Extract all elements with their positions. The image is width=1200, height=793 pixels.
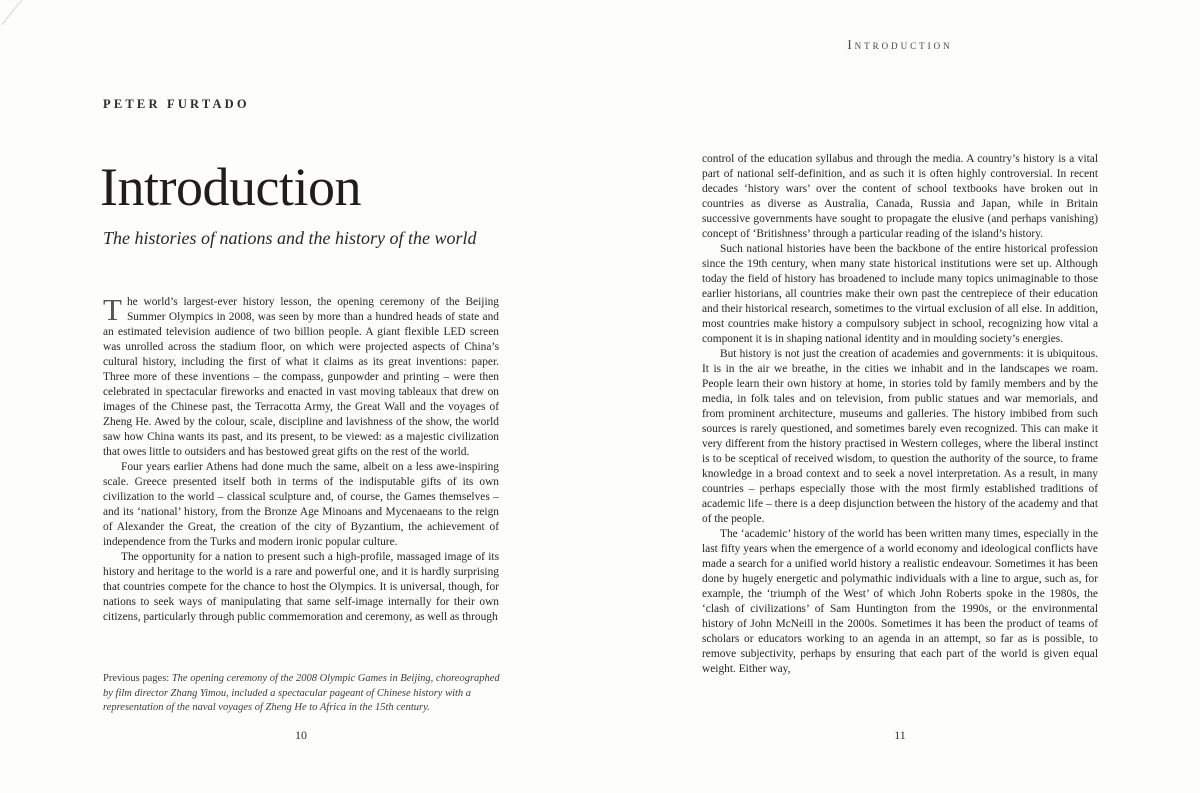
body-paragraph: control of the education syllabus and through the media. A country’s history is a vital part of national self-definition, and as such it is often highly controversial. In recent decades ‘history wars’ over the content of school textbooks have broken out in countries as diverse as Australia, Canada, Russia and Japan, while in Britain successive governments have sought to propagate the elusive (and perhaps vanishing) concept of ‘Britishness’ through a particular reading of the island’s history. bbox=[702, 153, 1098, 240]
page-number-left: 10 bbox=[295, 728, 307, 742]
chapter-subtitle: The histories of nations and the history of the world bbox=[103, 228, 477, 248]
body-paragraph: The opportunity for a nation to present such a high-profile, massaged image of its history and heritage to the world is a rare and powerful one, and it is hardly surprising that countries compete for the chance to host the Olympics. It is universal, though, for nations to seek ways of manipulating that same self-image internally for their own citizens, particularly through public commemoration and ceremony, as well as through bbox=[103, 551, 499, 623]
caption-text: The opening ceremony of the 2008 Olympic Games in Beijing, choreographed by film director Zhang Yimou, included a spectacular pageant of Chinese history with a representation of the naval voyages of Zheng He to Africa in the 15th century. bbox=[103, 673, 500, 713]
page-number-right: 11 bbox=[894, 728, 906, 742]
image-caption bbox=[103, 672, 505, 716]
running-header: Introduction bbox=[847, 37, 953, 52]
body-paragraph: The ‘academic’ history of the world has been written many times, especially in the last fifty years when the emergence of a world economy and ideological conflicts have made a search for a unified world history a realistic endeavour. Sometimes it has been done by hugely energetic and polymathic individuals with a line to argue, such as, for example, the ‘triumph of the West’ of which John Roberts spoke in the 1980s, the ‘clash of civilizations’ of Sam Huntington from the 1990s, or the environmental history of John McNeill in the 2000s. Sometimes it has been the product of teams of scholars or educators working to an agenda in an attempt, so far as is possible, to remove subjectivity, perhaps by ensuring that each part of the world is given equal weight. Either way, bbox=[702, 528, 1098, 675]
page-corner-edge bbox=[2, 0, 39, 25]
author-name: PETER FURTADO bbox=[103, 97, 250, 111]
paragraph-text: he world’s largest-ever history lesson, the opening ceremony of the Beijing Summer Olympics in 2008, was seen by more than a hundred heads of state and an estimated television audience of two billion people. A giant flexible LED screen was unrolled across the stadium floor, on which were projected aspects of China’s cultural history, including the first of what it claims as its great inventions: paper. Three more of these inventions – the compass, gunpowder and printing – were then celebrated in spectacular fireworks and enacted in vast moving tableaux that drew on images of the Chinese past, the Terracotta Army, the Great Wall and the voyages of Zheng He. Awed by the colour, scale, discipline and lavishness of the show, the world saw how China wants its past, and its present, to be viewed: as a majestic civilization that owes little to outsiders and has bestowed great gifts on the rest of the world. bbox=[103, 296, 499, 458]
body-paragraph bbox=[103, 295, 499, 460]
body-paragraph: Four years earlier Athens had done much the same, albeit on a less awe-inspiring scale. Greece presented itself both in terms of the indisputable gifts of its own civilization to the world – classical sculpture and, of course, the Games themselves – and its ‘national’ history, from the Bronze Age Minoans and Mycenaeans to the reign of Alexander the Great, the creation of the city of Byzantium, the achievement of independence from the Turks and modern ironic popular culture. bbox=[103, 461, 499, 548]
chapter-title: Introduction bbox=[100, 157, 361, 217]
drop-cap: T bbox=[103, 295, 122, 327]
body-paragraph: But history is not just the creation of academies and governments: it is ubiquitous. It is in the air we breathe, in the cities we inhabit and in the landscapes we roam. People learn their own history at home, in stories told by family members and by the media, in folk tales and on television, from public statues and war memorials, and from prominent architecture, museums and galleries. The history imbibed from such sources is rarely questioned, and sometimes barely even recognized. This can make it very different from the history practised in Western colleges, where the liberal instinct is to be sceptical of received wisdom, to question the authority of the source, to frame knowledge in a broad context and to seek a novel interpretation. As a result, in many countries – perhaps especially those with the most firmly established traditions of academic life – there is a deep disjunction between the history of the academy and that of the people. bbox=[702, 348, 1098, 525]
body-paragraph: Such national histories have been the backbone of the entire historical profession since the 19th century, when many state historical institutions were set up. Although today the field of history has broadened to include many topics unimaginable to those earlier historians, all countries make their own past the centrepiece of their education and their historical research, sometimes to the virtual exclusion of all else. In addition, most countries make history a compulsory subject in school, recognizing how vital a component it is in shaping national identity and in moulding society’s energies. bbox=[702, 243, 1098, 345]
caption-label: Previous pages: bbox=[103, 673, 172, 684]
right-body-column bbox=[702, 152, 1098, 677]
left-body-column bbox=[103, 295, 499, 625]
